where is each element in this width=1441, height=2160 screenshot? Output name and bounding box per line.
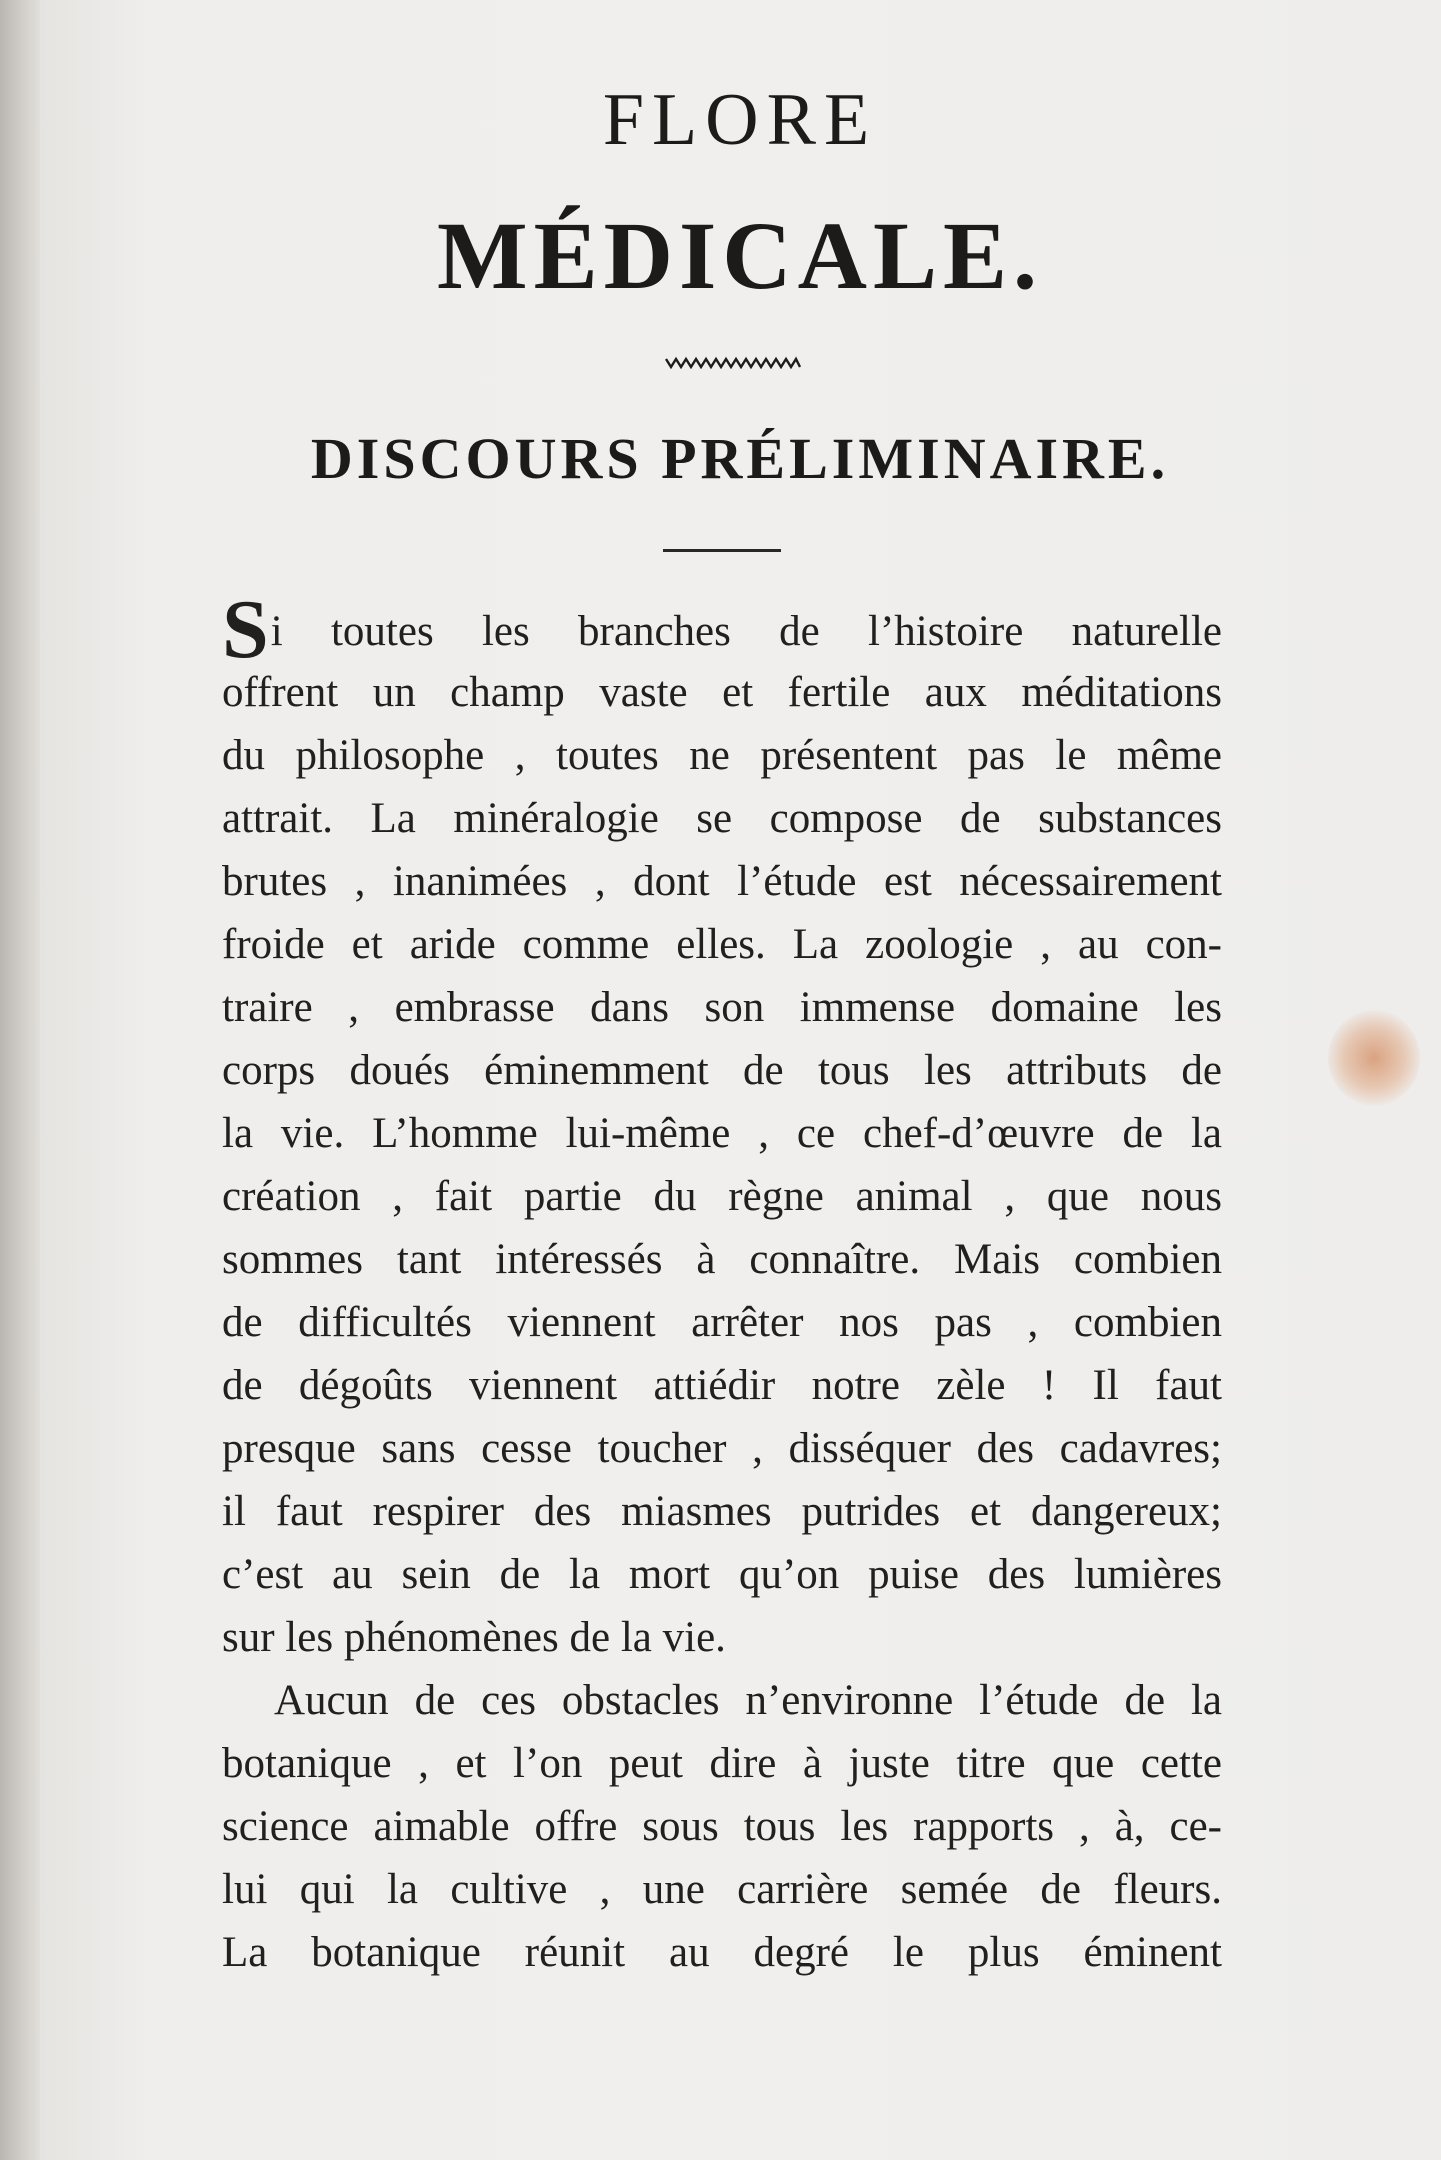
- text-line: création , fait partie du règne animal , que nous: [222, 1173, 1222, 1220]
- paragraph-2-first-line: Aucun de ces obstacles n’environne l’étude de la: [274, 1677, 1222, 1724]
- divider-rule: [663, 549, 781, 552]
- drop-cap: S: [222, 598, 269, 661]
- text-line: science aimable offre sous tous les rapports , à, ce-: [222, 1803, 1222, 1850]
- text-line: offrent un champ vaste et fertile aux méditations: [222, 669, 1222, 716]
- text-line: il faut respirer des miasmes putrides et dangereux;: [222, 1488, 1222, 1535]
- text-line: La botanique réunit au degré le plus éminent: [222, 1929, 1222, 1976]
- title-line-1: FLORE: [602, 79, 878, 161]
- subtitle: DISCOURS PRÉLIMINAIRE.: [310, 426, 1170, 491]
- text-line: c’est au sein de la mort qu’on puise des lumières: [222, 1551, 1222, 1598]
- text-line: lui qui la cultive , une carrière semée de fleurs.: [222, 1866, 1222, 1913]
- foxing-stain: [1328, 1010, 1420, 1106]
- wavy-ornament: [664, 355, 802, 369]
- text-line: corps doués éminemment de tous les attributs de: [222, 1047, 1222, 1094]
- text-line: attrait. La minéralogie se compose de substances: [222, 795, 1222, 842]
- text-line: du philosophe , toutes ne présentent pas le même: [222, 732, 1222, 779]
- text-line: sommes tant intéressés à connaître. Mais combien: [222, 1236, 1222, 1283]
- text-line: traire , embrasse dans son immense domaine les: [222, 984, 1222, 1031]
- text-line: froide et aride comme elles. La zoologie , au con-: [222, 921, 1222, 968]
- text-line: botanique , et l’on peut dire à juste titre que cette: [222, 1740, 1222, 1787]
- text-line: sur les phénomènes de la vie.: [222, 1614, 726, 1661]
- first-line-text: i toutes les branches de l’histoire naturelle: [270, 608, 1222, 655]
- text-line: la vie. L’homme lui-même , ce chef-d’œuvre de la: [222, 1110, 1222, 1157]
- text-line: presque sans cesse toucher , disséquer des cadavres;: [222, 1425, 1222, 1472]
- text-line: de dégoûts viennent attiédir notre zèle ! Il faut: [222, 1362, 1222, 1409]
- title-line-2: MÉDICALE.: [436, 202, 1044, 309]
- text-line: brutes , inanimées , dont l’étude est nécessairement: [222, 858, 1222, 905]
- body-text: [222, 598, 1222, 1984]
- paragraph-1-first-line: [222, 598, 1222, 661]
- text-line: de difficultés viennent arrêter nos pas , combien: [222, 1299, 1222, 1346]
- book-gutter: [0, 0, 40, 2160]
